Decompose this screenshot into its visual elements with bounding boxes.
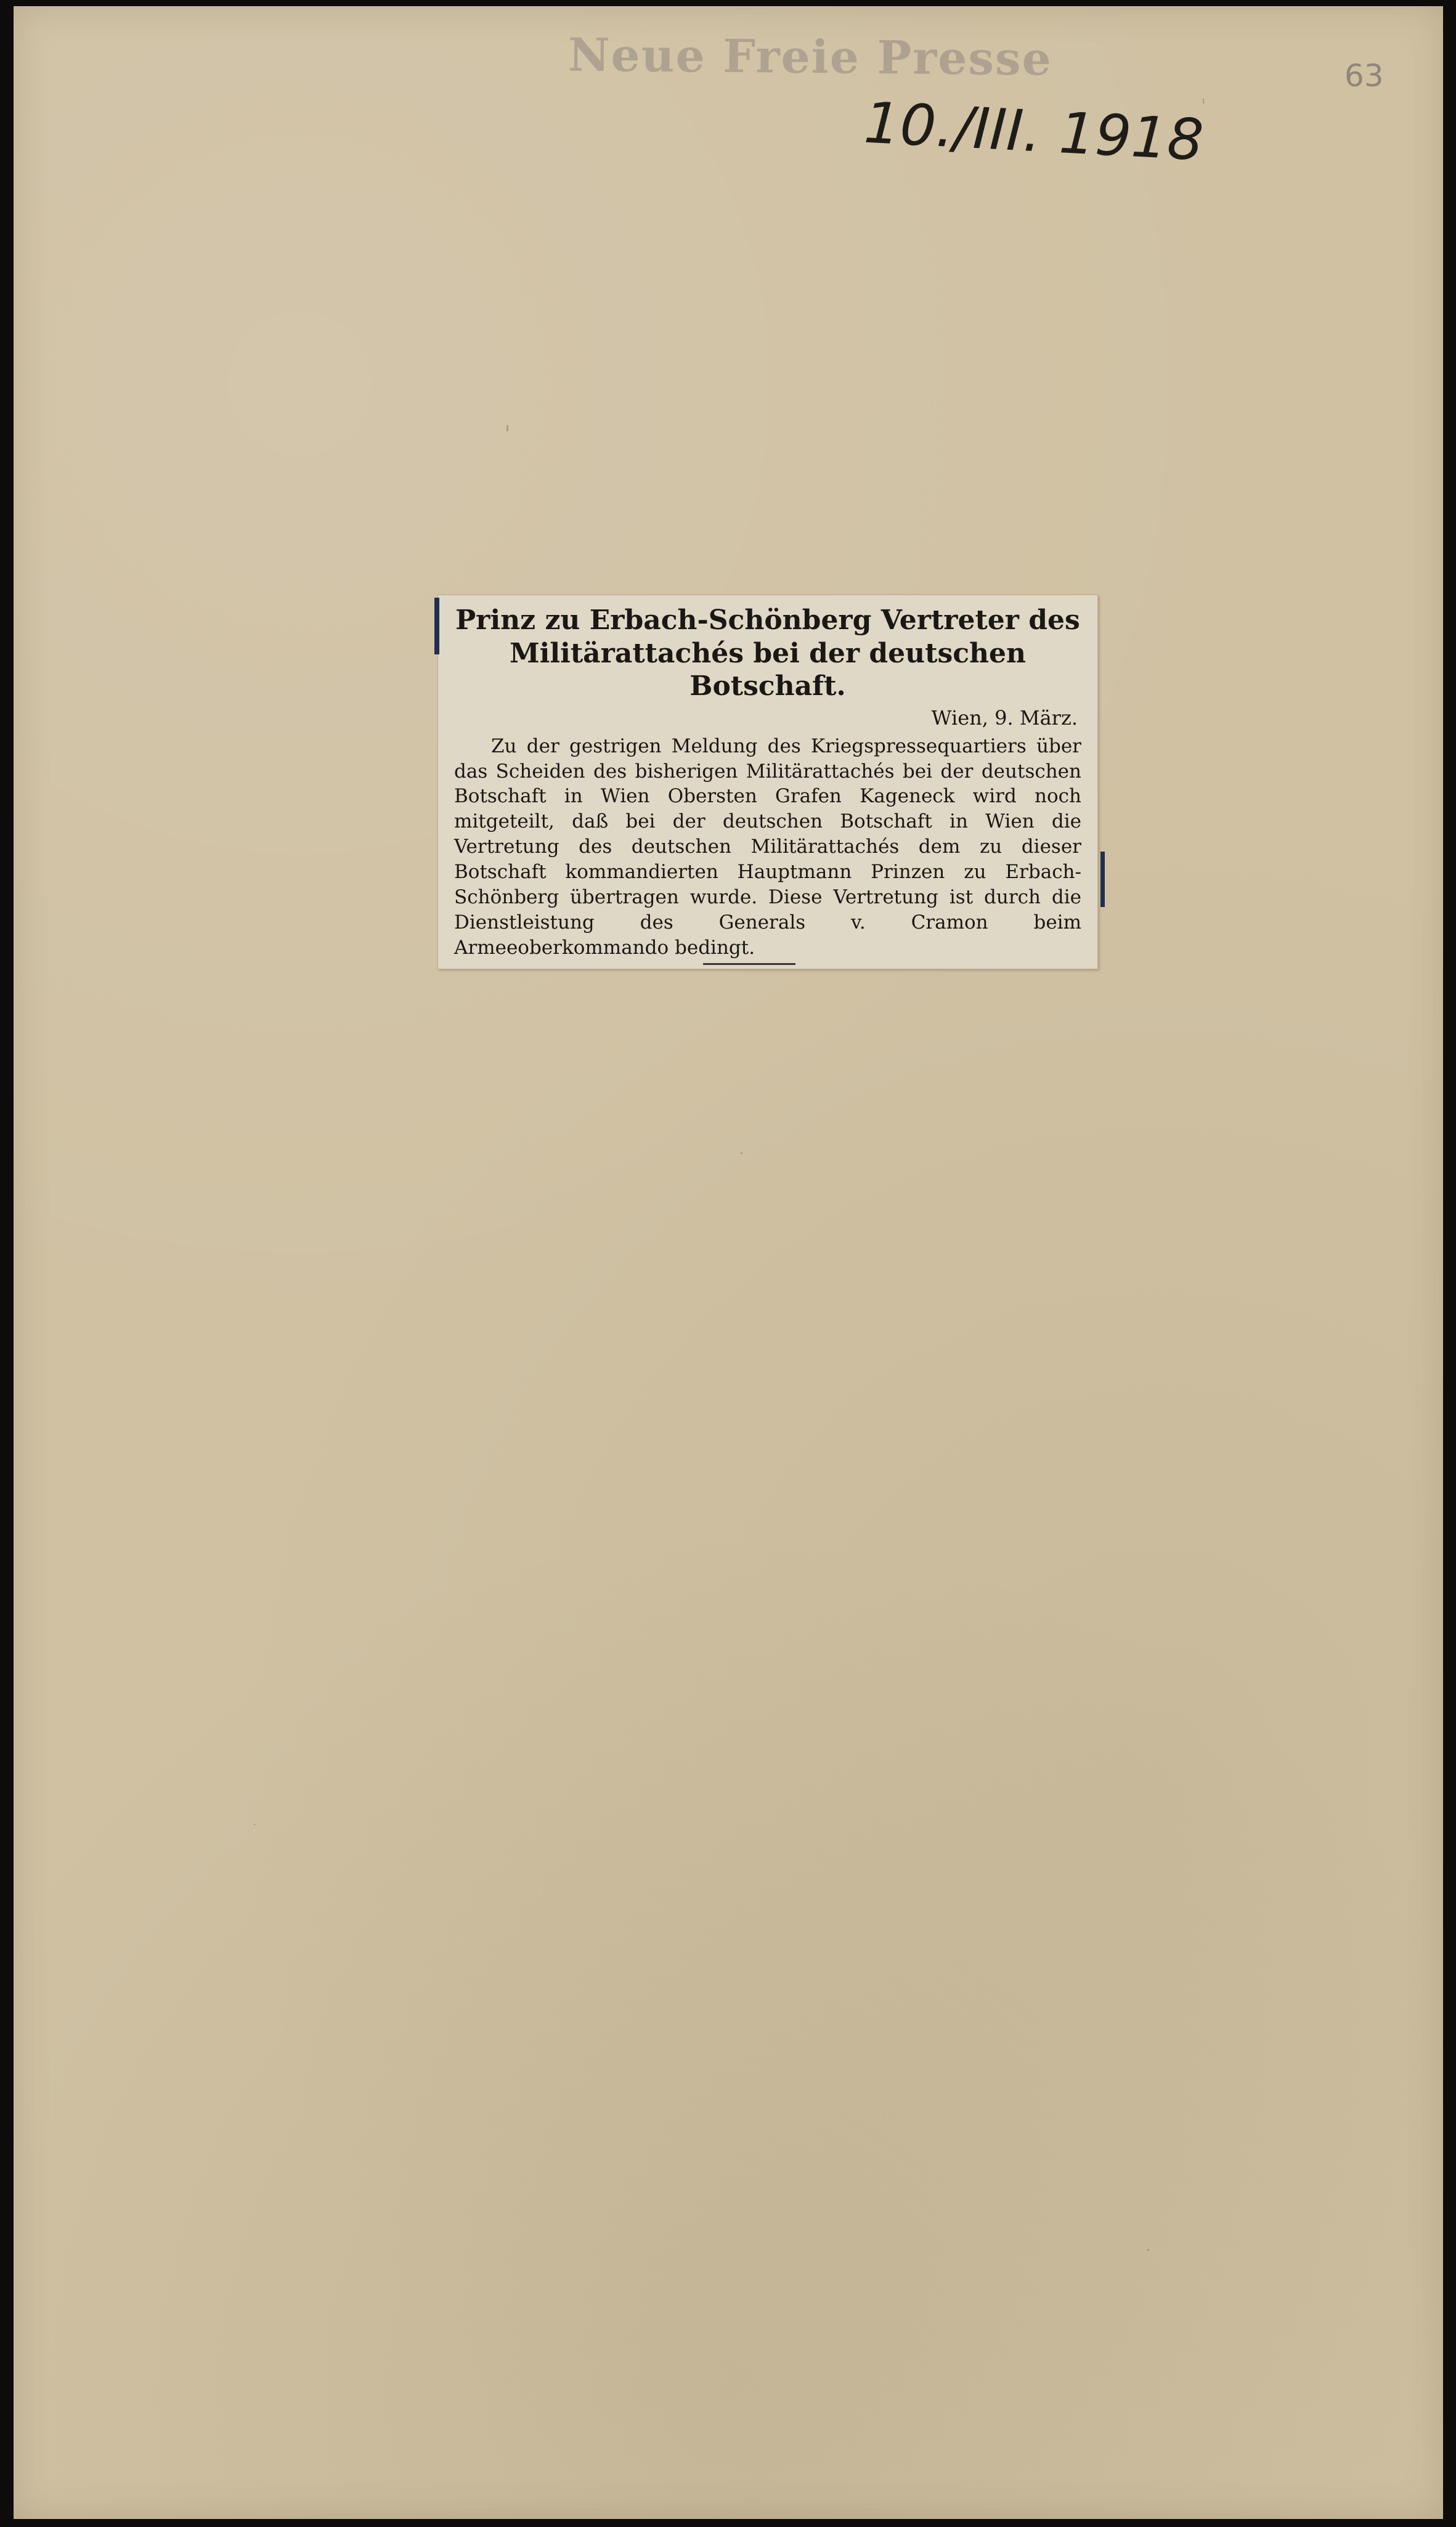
handwritten-date: 10./III. 1918 <box>862 89 1205 174</box>
clipping-headline: Prinz zu Erbach-Schönberg Vertreter des Militärattachés bei der deutschen Botschaft. <box>455 604 1080 702</box>
newspaper-stamp: Neue Freie Presse <box>567 28 1053 86</box>
paper-speck <box>1147 2249 1149 2251</box>
newspaper-clipping <box>437 595 1098 969</box>
blue-margin-mark-right <box>1100 852 1105 907</box>
folio-number: 63 <box>1344 58 1384 94</box>
paper-speck <box>254 1824 255 1825</box>
archival-sheet <box>14 6 1443 2519</box>
blue-margin-mark <box>434 598 439 654</box>
paper-speck <box>741 1152 742 1154</box>
paper-speck <box>1203 99 1204 104</box>
clipping-body: Zu der gestrigen Meldung des Kriegspressequartiers über das Scheiden des bisherigen Militärattachés bei der deutschen Botschaft in Wien Obersten Grafen Kageneck wird noch mitgeteilt, daß bei der deutschen Botschaft in Wien die Vertretung des deutschen Militärattachés dem zu dieser Botschaft kommandierten Hauptmann Prinzen zu Erbach-Schönberg übertragen wurde. Diese Vertretung ist durch die Dienstleistung des Generals v. Cramon beim Armeeoberkommando bedingt. <box>454 734 1081 959</box>
paper-speck <box>506 425 508 431</box>
clipping-dateline: Wien, 9. März. <box>931 706 1078 730</box>
end-rule <box>703 963 795 965</box>
